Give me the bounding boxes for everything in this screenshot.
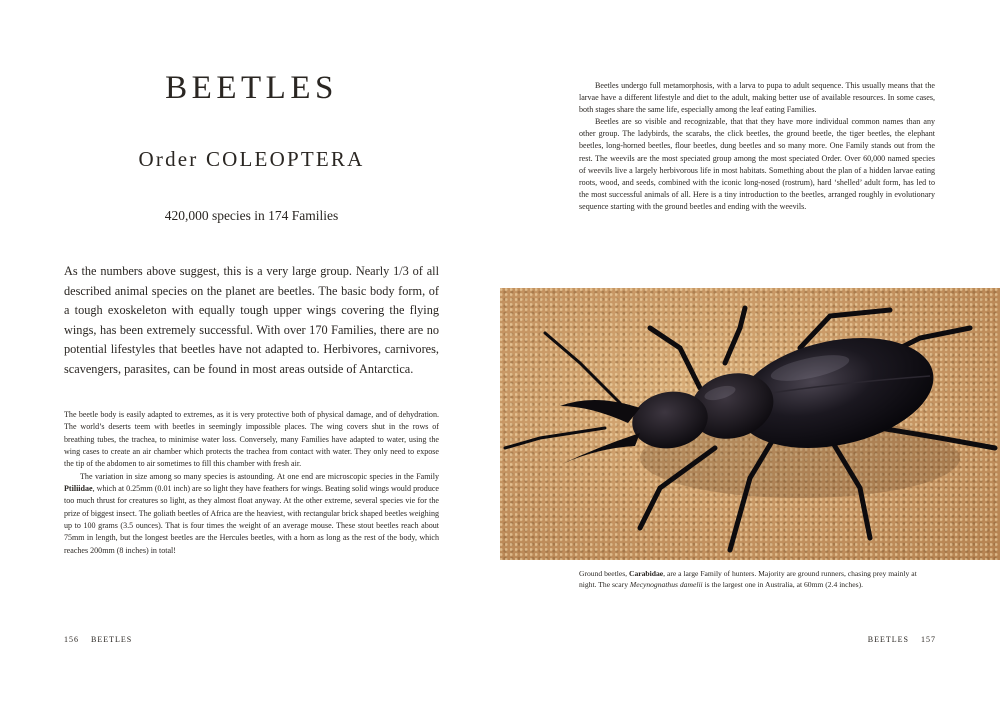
ground-beetle-photo [500, 288, 1000, 560]
text-run: The variation in size among so many species is astounding. At one end are microscopic species in the Family [80, 471, 439, 481]
text-run: , which at 0.25mm (0.01 inch) are so light they have feathers for wings. Beating solid wings would produce too much thrust for creatures so light, as they almost float anyway. At the other extreme, several species vie for the prize of biggest insect. The goliath beetles of Africa are the heaviest, with rectangular brick shaped beetles weighing up to 100 grams (3.5 ounces). That is four times the weight of an average mouse. These stout beetles reach about 75mm in length, but the longest beetles are the Hercules beetles, with a horn as long as the rest of the body, which reaches 200mm (8 inches) in total! [64, 484, 439, 555]
body-paragraph: Beetles are so visible and recognizable, that that they have more individual common names than any other group. The ladybirds, the scarabs, the click beetles, the ground beetle, the tiger beetles, the elephant beetles, long-horned beetles, flour beetles, dung beetles and so many more. One Family stands out from the rest. The weevils are the most speciated group among the most speciated Order. Over 60,000 named species of weevils live a largely herbivorous life in most habitats. Something about the plan of a hidden larvae eating roots, wood, and seeds, combined with the iconic long-nosed (rostrum), hard ‘shelled’ adult form, has led to the most successful animals of all. Here is a tiny introduction to the beetles, arranged roughly in evolutionary sequence starting with the ground beetles and ending with the weevils. [579, 117, 935, 211]
footer-left [64, 636, 144, 644]
page-number: 156 [64, 635, 79, 644]
page-number: 157 [921, 635, 936, 644]
order-subtitle: Order COLEOPTERA [138, 147, 365, 171]
body-paragraph [64, 471, 439, 557]
text-run: is the largest one in Australia, at 60mm (2.4 inches). [702, 580, 864, 589]
body-paragraph: The beetle body is easily adapted to extremes, as it is very protective both of physical damage, and of dehydration. The world’s deserts teem with beetles in seemingly impossible places. The wing covers shut in the rows of breathing tubes, the trachea, to minimise water loss. Conversely, many Families have adapted to water, using the wing cases to create an air chamber which protects the trachea from contact with water. They only need to expose the tip of the abdomen to air sometimes to fill this chamber with fresh air. [64, 410, 439, 469]
family-name: Ptiliidae [64, 484, 93, 494]
beetle-illustration [500, 288, 1000, 560]
body-text-left [64, 409, 439, 557]
body-text-right [579, 80, 935, 213]
text-run: Ground beetles, [579, 569, 629, 578]
running-head: BEETLES [91, 635, 133, 644]
intro-paragraph: As the numbers above suggest, this is a very large group. Nearly 1/3 of all described animal species on the planet are beetles. The basic body form, of a tough exoskeleton with equally tough upper wings covering the flying wings, has been extremely successful. With over 170 Families, there are no potential lifestyles that beetles have not adapted to. Herbivores, carnivores, scavengers, parasites, can be found in most areas outside of Antarctica. [64, 264, 439, 376]
body-paragraph: Beetles undergo full metamorphosis, with a larva to pupa to adult sequence. This usually means that the larvae have a different lifestyle and diet to the adult, making better use of available resources. In some cases, both stages share the same life, especially among the leaf eating Families. [579, 81, 935, 115]
species-count: 420,000 species in 174 Families [164, 208, 339, 223]
text-run: , are a large Family of hunters. Majority are ground runners, chasing prey mainly at night. The scary [579, 569, 917, 589]
running-head: BEETLES [867, 635, 909, 644]
footer-right [856, 636, 936, 644]
page-title: BEETLES [165, 70, 338, 106]
family-name: Carabidae [628, 569, 664, 578]
species-name: Mecynognathus damelii [629, 580, 703, 589]
right-page [500, 0, 1000, 707]
photo-caption [579, 568, 935, 590]
